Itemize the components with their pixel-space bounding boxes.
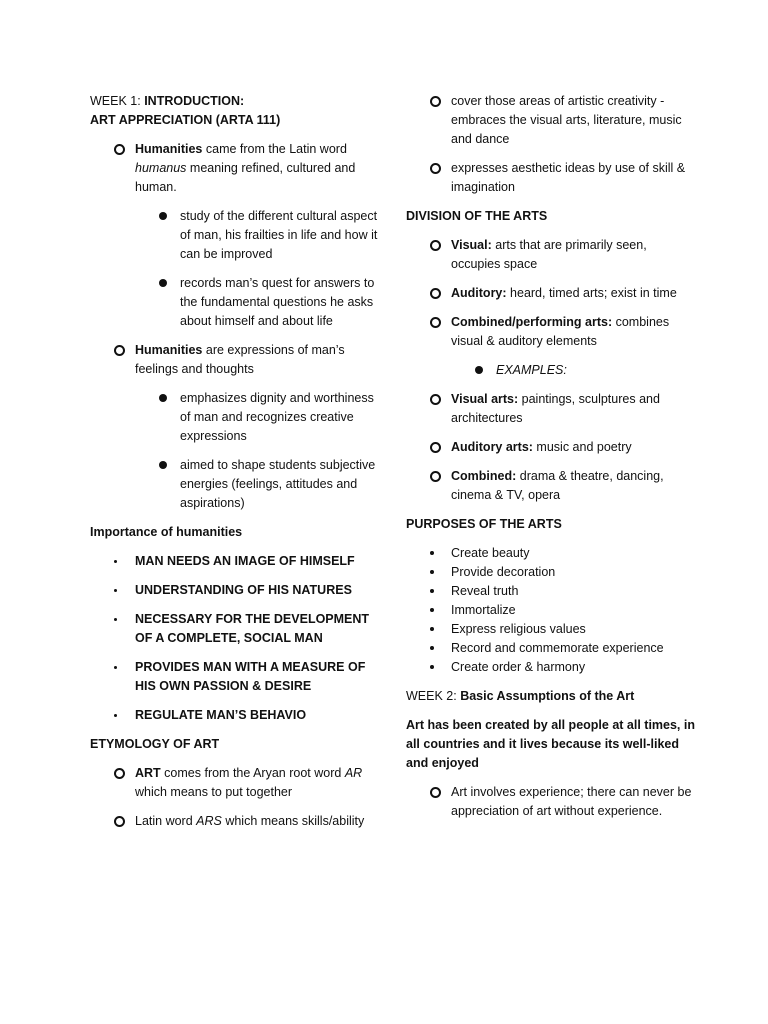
item-text: Express religious values — [451, 622, 586, 636]
term: Humanities — [135, 142, 203, 156]
item-text: Reveal truth — [451, 584, 519, 598]
item-text: Art involves experience; there can never be appreciation of art without experience. — [451, 785, 692, 818]
list-item — [406, 236, 696, 274]
item-text: emphasizes dignity and worthiness of man and recognizes creative expressions — [180, 391, 374, 443]
item-text: UNDERSTANDING OF HIS NATURES — [135, 583, 352, 597]
list-item — [90, 658, 380, 696]
filled-bullet-icon — [159, 279, 167, 287]
item-text: arts that are primarily seen, occupies space — [451, 238, 647, 271]
item-text: PROVIDES MAN WITH A MEASURE OF HIS OWN PASSION & DESIRE — [135, 660, 366, 693]
term: Combined: — [451, 469, 517, 483]
week1-title: INTRODUCTION: — [144, 94, 245, 108]
item-text: which means skills/ability — [221, 814, 365, 828]
item-text: drama & theatre, dancing, cinema & TV, opera — [451, 469, 664, 502]
hollow-bullet-icon — [430, 317, 441, 328]
hollow-bullet-icon — [114, 144, 125, 155]
week1-prefix: WEEK 1: — [90, 94, 145, 108]
item-text: MAN NEEDS AN IMAGE OF HIMSELF — [135, 554, 355, 568]
list-item — [406, 620, 696, 639]
item-text: which means to put together — [135, 785, 293, 799]
bullet-icon — [430, 570, 434, 574]
list-item — [406, 582, 696, 601]
hollow-bullet-icon — [430, 442, 441, 453]
week1-heading — [90, 92, 380, 111]
list-item — [90, 207, 380, 264]
term: Combined/performing arts: — [451, 315, 613, 329]
hollow-bullet-icon — [430, 471, 441, 482]
item-text: Immortalize — [451, 603, 516, 617]
filled-bullet-icon — [159, 212, 167, 220]
item-text: study of the different cultural aspect of man, his frailties in life and how it can be improved — [180, 209, 378, 261]
bullet-icon — [430, 646, 434, 650]
list-item — [406, 601, 696, 620]
hollow-bullet-icon — [430, 288, 441, 299]
item-text: came from the Latin word — [202, 142, 347, 156]
root-word: AR — [344, 766, 363, 780]
list-item — [90, 552, 380, 571]
item-text: Create beauty — [451, 546, 530, 560]
left-column — [90, 92, 380, 841]
term: Auditory: — [451, 286, 507, 300]
root-word: ARS — [196, 814, 222, 828]
list-item — [90, 706, 380, 725]
list-item — [406, 313, 696, 351]
week2-prefix: WEEK 2: — [406, 689, 461, 703]
term: Auditory arts: — [451, 440, 533, 454]
item-text: REGULATE MAN’S BEHAVIO — [135, 708, 307, 722]
purposes-list — [406, 544, 696, 677]
week2-title: Basic Assumptions of the Art — [460, 689, 635, 703]
list-item — [406, 639, 696, 658]
list-item — [90, 812, 380, 831]
importance-heading: Importance of humanities — [90, 525, 243, 539]
examples-label: EXAMPLES: — [496, 363, 567, 377]
list-item — [406, 361, 696, 380]
list-item — [406, 658, 696, 677]
list-item — [90, 341, 380, 379]
filled-bullet-icon — [475, 366, 483, 374]
list-item — [90, 764, 380, 802]
course-title: ART APPRECIATION (ARTA 111) — [90, 113, 281, 127]
latin-word: humanus — [135, 161, 187, 175]
hollow-bullet-icon — [114, 768, 125, 779]
square-bullet-icon — [114, 714, 117, 717]
filled-bullet-icon — [159, 394, 167, 402]
hollow-bullet-icon — [430, 96, 441, 107]
item-text: paintings, sculptures and architectures — [451, 392, 660, 425]
hollow-bullet-icon — [114, 816, 125, 827]
list-item — [90, 456, 380, 513]
hollow-bullet-icon — [430, 240, 441, 251]
item-text: NECESSARY FOR THE DEVELOPMENT OF A COMPLETE, SOCIAL MAN — [135, 612, 370, 645]
item-text: Latin word — [135, 814, 197, 828]
purposes-heading: PURPOSES OF THE ARTS — [406, 517, 562, 531]
right-column — [406, 92, 696, 831]
list-item — [406, 544, 696, 563]
list-item — [90, 581, 380, 600]
item-text: records man’s quest for answers to the fundamental questions he asks about himself and about life — [180, 276, 375, 328]
hollow-bullet-icon — [430, 163, 441, 174]
term: Visual: — [451, 238, 492, 252]
item-text: aimed to shape students subjective energies (feelings, attitudes and aspirations) — [180, 458, 376, 510]
filled-bullet-icon — [159, 461, 167, 469]
list-item — [406, 438, 696, 457]
list-item — [406, 563, 696, 582]
week2-heading — [406, 687, 696, 706]
square-bullet-icon — [114, 666, 117, 669]
hollow-bullet-icon — [114, 345, 125, 356]
etymology-heading: ETYMOLOGY OF ART — [90, 737, 220, 751]
hollow-bullet-icon — [430, 394, 441, 405]
square-bullet-icon — [114, 589, 117, 592]
list-item — [90, 389, 380, 446]
bullet-icon — [430, 627, 434, 631]
item-text: Provide decoration — [451, 565, 556, 579]
bullet-icon — [430, 665, 434, 669]
item-text: music and poetry — [532, 440, 632, 454]
square-bullet-icon — [114, 618, 117, 621]
item-text: comes from the Aryan root word — [160, 766, 345, 780]
term: Humanities — [135, 343, 203, 357]
list-item — [406, 390, 696, 428]
list-item — [406, 159, 696, 197]
bullet-icon — [430, 551, 434, 555]
term: Visual arts: — [451, 392, 519, 406]
square-bullet-icon — [114, 560, 117, 563]
hollow-bullet-icon — [430, 787, 441, 798]
division-heading: DIVISION OF THE ARTS — [406, 209, 548, 223]
list-item — [406, 92, 696, 149]
list-item — [90, 610, 380, 648]
bullet-icon — [430, 608, 434, 612]
statement: Art has been created by all people at all times, in all countries and it lives because its well-liked and enjoyed — [406, 718, 695, 770]
list-item — [406, 467, 696, 505]
item-text: are expressions of man’s feelings and thoughts — [135, 343, 345, 376]
item-text: expresses aesthetic ideas by use of skill & imagination — [451, 161, 686, 194]
bullet-icon — [430, 589, 434, 593]
list-item — [90, 140, 380, 197]
list-item — [90, 274, 380, 331]
term: ART — [135, 766, 161, 780]
item-text: cover those areas of artistic creativity - embraces the visual arts, literature, music and dance — [451, 94, 682, 146]
list-item — [406, 783, 696, 821]
item-text: meaning refined, cultured and human. — [135, 161, 356, 194]
list-item — [406, 284, 696, 303]
item-text: heard, timed arts; exist in time — [506, 286, 677, 300]
item-text: Record and commemorate experience — [451, 641, 664, 655]
item-text: combines visual & auditory elements — [451, 315, 670, 348]
item-text: Create order & harmony — [451, 660, 586, 674]
